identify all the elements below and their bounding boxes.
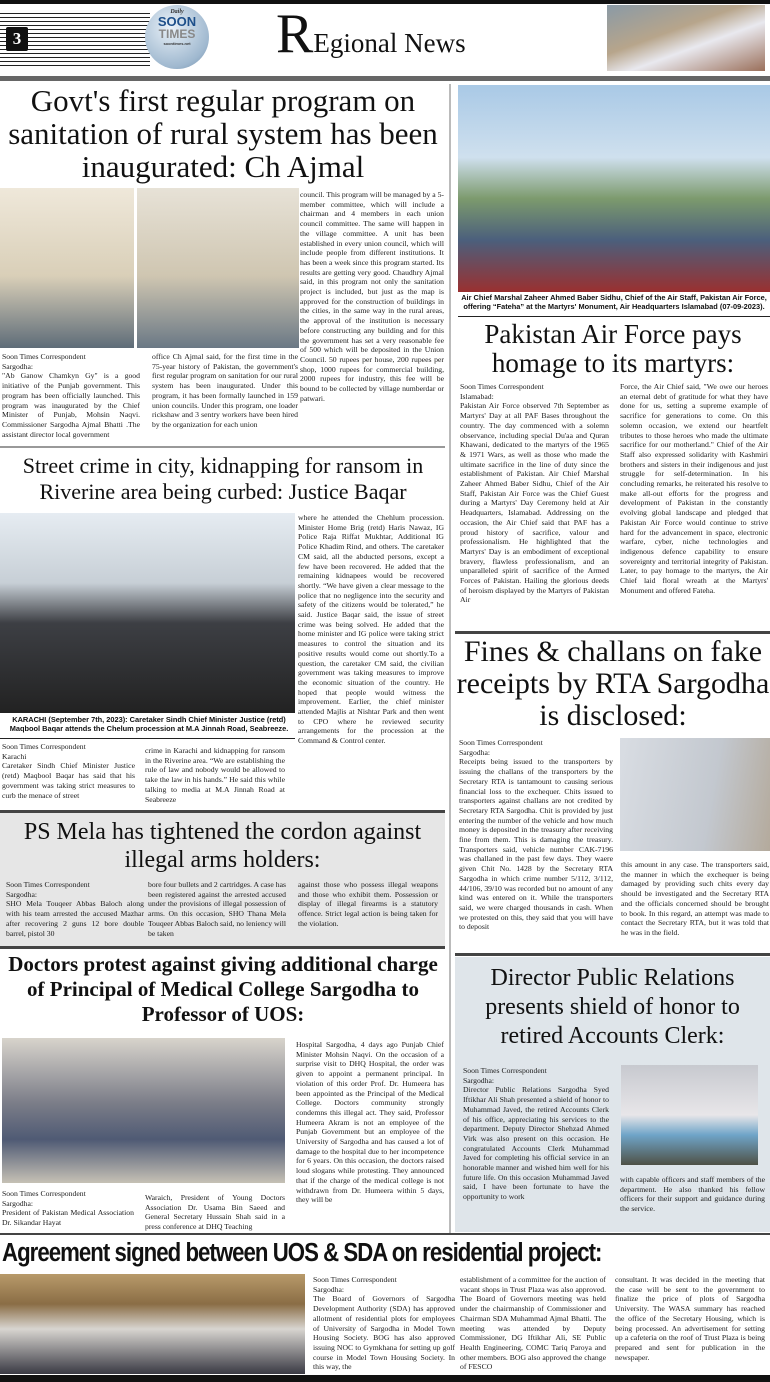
doctors-col-1: Soon Times Correspondent Sargodha: President of Pakistan Medical Association Dr. Sikandar Hayat xyxy=(2,1189,134,1228)
headline-ps-mela: PS Mela has tightened the cordon against illegal arms holders: xyxy=(23,819,422,873)
rule xyxy=(0,946,445,949)
headline-doctors: Doctors protest against giving additional charge of Principal of Medical College Sargodha to Professor of UOS: xyxy=(8,952,438,1026)
paf-photo xyxy=(458,85,770,292)
header-rule xyxy=(0,76,770,81)
rta-receipts-photo xyxy=(620,738,770,851)
ps-mela-col-2: bore four bullets and 2 cartridges. A case has been registered against the arrested accused under the provisions of illegal possession of arms. On this occasion, SHO Thana Mela Touqeer Abbas Baloch said, no leniency will be taken xyxy=(148,880,286,938)
headline-paf: Pakistan Air Force pays homage to its martyrs: xyxy=(484,319,742,378)
bottom-bar xyxy=(0,1375,770,1382)
ps-mela-col-3: against those who possess illegal weapons and those who exhibit them. Possession or display of illegal firearms is a statutory offence. Strict legal action is being taken for the violation. xyxy=(298,880,438,928)
dpr-col-1: Soon Times Correspondent Sargodha: Director Public Relations Sargodha Syed Iftikhar Ali Shah presented a shield of honor to Muhammad Javed, the retired Accounts Clerk of his office, appreciating his services to the department. Deputy Director Shehzad Ahmed Virk was also present on this occasion. He congratulated Accounts Clerk Muhammad Javed for completing his official service in an honorable manner and wished him well for his future life. On this occasion Muhammad Javed said, I have been fortunate to have the opportunity to work xyxy=(463,1066,609,1202)
sanitation-col-2: office Ch Ajmal said, for the first time in the 75-year history of Pakistan, the government's first regular program on sanitation for our rural system has been inaugurated. Under this program, it has been formally launched in 159 union councils. Under this program, one loader rickshaw and 3 sentry workers have been hired by the organization for each union xyxy=(152,352,298,429)
sanitation-col-1: Soon Times Correspondent Sargodha: "Ab Ganow Chamkyn Gy" is a good initiative of the Punjab government. This program has been officially launched. This program was inaugurated by the Chief Minister of Punjab, Mohsin Naqvi. Commissioner Sargodha Ajmal Bhatti .The assistant director local government xyxy=(2,352,140,439)
rule xyxy=(0,1233,770,1235)
doctors-col-2: Waraich, President of Young Doctors Association Dr. Usama Bin Saeed and General Secretary Hussain Shah said in a press conference at DHQ Teaching xyxy=(145,1193,285,1232)
sanitation-photo-1 xyxy=(0,188,134,348)
logo: Daily SOON TIMES soontimes.net xyxy=(145,5,209,69)
rule xyxy=(458,316,770,317)
street-crime-photo xyxy=(0,513,295,713)
page-number: 3 xyxy=(6,27,28,51)
column-divider xyxy=(449,84,451,1234)
header-city-photo xyxy=(607,5,765,71)
street-crime-col-1: Soon Times Correspondent Karachi Caretaker Sindh Chief Minister Justice (retd) Maqbool Baqar has said that his government was taking strict measures to curb the menace of street xyxy=(2,742,135,800)
uos-sda-col-2: establishment of a committee for the auction of vacant shops in Trust Plaza was also approved. The Board of Governors meeting was held under the chairmanship of Commissioner and Chairman SDA Muhammad Ajmal Bhatti. The meeting was attended by Deputy Commissioner, DG Iftikhar Ali, SE Public Health Engineering, COMC Tariq Paroya and other members. BOG also approved the change of FESCO xyxy=(460,1275,606,1372)
rta-col-2: this amount in any case. The transporters said, the manner in which the exchequer is being damaged by providing such chits every day should be investigated and the Secretary RTA and the officials concerned should be brought to book. In this regard, an attempt was made to contact the Secretary RTA, but it was told that he was in the field. xyxy=(621,860,769,937)
headline-uos-sda: Agreement signed between UOS & SDA on residential project: xyxy=(2,1239,602,1267)
street-crime-col-2: crime in Karachi and kidnapping for ransom in the Riverine area. “We are establishing the rule of law and nobody would be allowed to take the law in his hands.” He said this while talking to media at M.A Jinnah Road at Seabreeze xyxy=(145,746,285,804)
dpr-col-2: with capable officers and staff members of the department. He also thanked his fellow officers for their support and guidance during the service. xyxy=(620,1175,765,1214)
rule xyxy=(0,738,295,739)
paf-caption: Air Chief Marshal Zaheer Ahmed Baber Sidhu, Chief of the Air Staff, Pakistan Air Force, offering “Fateha” at the Martyrs' Monument, Air Headquarters Islamabad (07-09-2023). xyxy=(461,293,767,311)
sanitation-photo-2 xyxy=(137,188,299,348)
headline-rta: Fines & challans on fake receipts by RTA Sargodha is disclosed: xyxy=(456,635,770,732)
ps-mela-col-1: Soon Times Correspondent Sargodha: SHO Mela Touqeer Abbas Baloch along with his team arrested the accused Mazhar after recovering 2 guns 12 bore double barrel, pistol 30 xyxy=(6,880,144,938)
rta-col-1: Soon Times Correspondent Sargodha: Receipts being issued to the transporters by issuing the challans of the transporters by the Secretary RTA is tantamount to causing serious financial loss to the exchequer. Chits issued to transporters against challans are not credited by Secretary RTA Sargodha. Chit is provided by just entering the number of the vehicle and how much money is deposited in the treasury after receiving fine from them. This is damaging the treasury. Transporters said, vehicle number CAK-7196 was challaned in the past few days. They waere given Chit No. 1428 by the Secretary RTA Sargodha in which crime number 5/112, 3/112, 44/106, 39/10 was recorded but no amount of any kind was entered on it. While the transporters said, we were charged thousands in cash. When we protested on this, they said that you will have to deposit xyxy=(459,738,613,932)
headline-dpr: Director Public Relations presents shield of honor to retired Accounts Clerk: xyxy=(485,965,740,1049)
sanitation-col-3: council. This program will be managed by a 5-member committee, which will include a chairman and 4 members in each union council committee. The same will happen in the village committee. A unit has been established in every union council, which will include people from different institutions. It has been a week since this program started. Its results are getting very good. Chaudhry Ajmal said, in this program not only the sanitation project is included, but just as the map is approved for the construction of buildings in the cities, in the same way in the rural areas, the approval of the institution is necessary before constructing any building and for this the government has set a very reasonable fee of 500 which will be deposited in the Union Council. 50 rupees per house, 200 rupees per shop, 1000 rupees for commercial building, 2000 rupees for industry, this fee will be bound to be collected by village numberdar or patwari. xyxy=(300,190,444,403)
doctors-col-3: Hospital Sargodha, 4 days ago Punjab Chief Minister Mohsin Naqvi. On the occasion of a surprise visit to DHQ Hospital, the order was given to appoint a permanent principal. In violation of this order Prof. Dr. Humeera has been appointed as the Principal of the Medical College. Doctors community strongly condemns this illegal act. They said, Professor Humeera Akram is not an employee of the Punjab Government but an employee of the University of Sargodha and has caused a lot of damage to the hospital due to her incompetence for 6 years. On this occasion, the doctors raised loud slogans while protesting. They announced that if the charge of the medical college is not withdrawn from Dr. Humeera within 5 days, they will be xyxy=(296,1040,444,1205)
uos-sda-meeting-photo xyxy=(0,1274,305,1374)
rule xyxy=(0,446,445,448)
rule xyxy=(455,953,770,956)
headline-sanitation: Govt's first regular program on sanitation of rural system has been inaugurated: Ch Ajmal xyxy=(8,83,438,184)
rule xyxy=(455,631,770,634)
street-crime-col-3: where he attended the Chehlum procession. Minister Home Brig (retd) Haris Nawaz, IG Police Raja Riffat Mukhtar, Additional IG Police Khadim Rind, and others. The caretaker CM said, all the abducted persons, except a few have been recovered. He added that the remaining kidnapees would be recovered shortly. “We have given a clear message to the police that no negligence into the security and safety of the citizens would be tolerated,” he said. Justice Baqar said, the issue of street crime was being solved. He added that the home minister and IG police were taking strict measures to control the situation and its positive results would come out shortly.To a question, the caretaker CM said, the civilian government was taking measures to improve the economic situation of the country. He hoped that people would witness the improvement. Earlier, the chief minister attended Majlis at Nishtar Park and then went to CPO where he reviewed security arrangements for the procession at the Command & Control center. xyxy=(298,513,444,746)
section-title: REgional News xyxy=(276,3,466,65)
doctors-photo xyxy=(2,1038,285,1183)
uos-sda-col-3: consultant. It was decided in the meeting that the case will be sent to the government to finalize the price of plots of Sargodha University. The WASA summary has reached the office of the Secretary Housing, which is being processed. An advertisement for setting up a cafeteria on the roof of Trust Plaza is being prepared and sent for publication in the newspaper. xyxy=(615,1275,765,1362)
street-crime-caption: KARACHI (September 7th, 2023): Caretaker Sindh Chief Minister Justice (retd) Maqbool Baqar attends the Chelum procession at M.A Jinnah Road, Seabreeze. xyxy=(9,715,289,733)
paf-col-2: Force, the Air Chief said, "We owe our heroes an eternal debt of gratitude for what they have done for us, setting a supreme example of sacrifice for generations to come. On this solemn occasion, we extend our heartfelt tributes to those heroes who made the ultimate sacrifice for our motherland." Chief of the Air Staff also expressed solidarity with Kashmiri brothers and sisters in their indigenous and just struggle for self-determination. In his concluding remarks, he reiterated his resolve to make all-out efforts for the progress and development of Pakistan in the constantly evolving global landscape and pledged that Pakistan Air Force would continue to strive hard for the advancement in space, electronic warfare, cyber, niche technologies and indigenous defence capability to ensure sovereignty and territorial integrity of Pakistan. Later, to pay homage to the martyrs, the Air Chief laid floral wreath at the Martyrs' Monument and offered Fateha. xyxy=(620,382,768,595)
paf-col-1: Soon Times Correspondent Islamabad: Pakistan Air Force observed 7th September as Martyrs' Day at all PAF Bases throughout the country. The day commenced with a solemn observance, including special Du'aa and Quran Khawani, dedicated to the martyrs of the 1965 & 1971 Wars, as well as those who made the ultimate sacrifice in the line of duty since the establishment of Pakistan. Air Chief Marshal Zaheer Ahmed Baber Sidhu, Chief of the Air Staff, Pakistan Air Force was the Chief Guest during a Martyrs' Day Ceremony held at Air Headquarters, Islamabad. Addressing on the occasion, the Air Chief said that PAF has a proud history of sacrifice, valour and professionalism. He highlighted that the Martyrs' Day is an embodiment of exceptional bravery, flawless professionalism, and an unparalleled spirit of sacrifice of the Armed Forces of Pakistan. Hailing the glorious deeds of heroism displayed by the Martyrs of Pakistan Air xyxy=(460,382,609,605)
uos-sda-col-1: Soon Times Correspondent Sargodha: The Board of Governors of Sargodha Development Authority (SDA) has approved allotment of residential plots for employees of University of Sargodha in Model Town Housing Society. BOG has also approved issuing NOC to Gymkhana for setting up golf course in Model Town Housing Society. In this way, the xyxy=(313,1275,455,1372)
headline-street-crime: Street crime in city, kidnapping for ransom in Riverine area being curbed: Justice Baqar xyxy=(22,453,424,504)
dpr-shield-photo xyxy=(621,1065,758,1165)
